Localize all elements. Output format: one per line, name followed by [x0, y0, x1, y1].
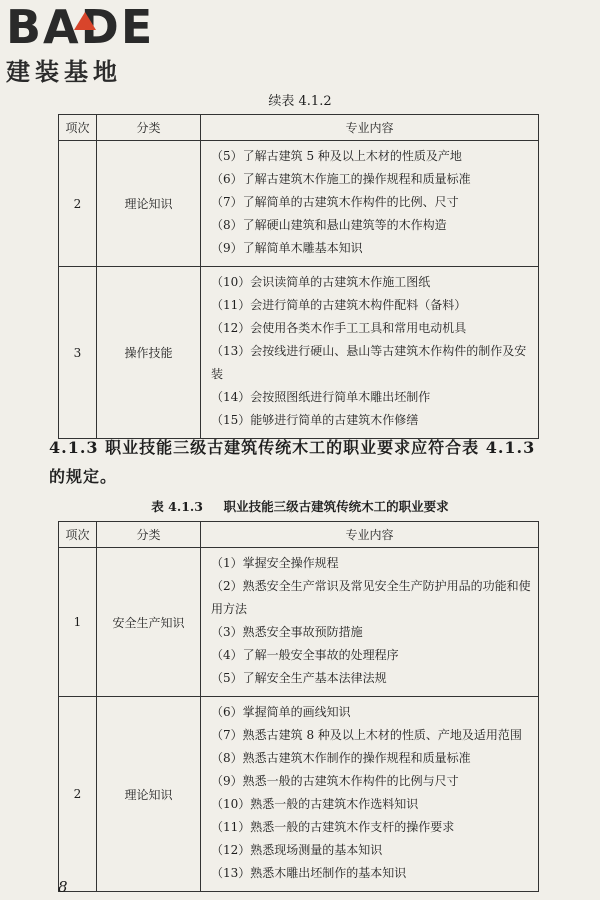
logo-subtitle: 建装基地 [6, 58, 122, 86]
table1-caption: 续表 4.1.2 [268, 94, 332, 109]
list-item: （12）熟悉现场测量的基本知识 [211, 843, 383, 857]
list-item: （10）熟悉一般的古建筑木作选料知识 [211, 797, 419, 811]
list-item: （4）了解一般安全事故的处理程序 [211, 648, 399, 662]
list-item: （8）了解硬山建筑和悬山建筑等的木作构造 [211, 218, 447, 232]
row-items [201, 141, 539, 267]
header-category: 分类 [97, 522, 201, 548]
logo-accent-icon [74, 12, 96, 30]
list-item: （6）掌握简单的画线知识 [211, 705, 351, 719]
list-item: （15）能够进行简单的古建筑木作修缮 [211, 413, 419, 427]
header-content: 专业内容 [201, 522, 539, 548]
table-row [59, 548, 539, 697]
list-item: （7）熟悉古建筑 8 种及以上木材的性质、产地及适用范围 [211, 728, 522, 742]
clause-4-1-3 [49, 433, 549, 491]
list-item: （3）熟悉安全事故预防措施 [211, 625, 363, 639]
list-item: （13）会按线进行硬山、悬山等古建筑木作构件的制作及安装 [211, 344, 527, 381]
row-items [201, 548, 539, 697]
list-item: （13）熟悉木雕出坯制作的基本知识 [211, 866, 407, 880]
list-item: （2）熟悉安全生产常识及常见安全生产防护用品的功能和使用方法 [211, 579, 531, 616]
header-content: 专业内容 [201, 115, 539, 141]
row-index: 1 [59, 548, 97, 697]
list-item: （7）了解简单的古建筑木作构件的比例、尺寸 [211, 195, 459, 209]
row-category: 理论知识 [97, 697, 201, 892]
table-row [59, 267, 539, 439]
header-category: 分类 [97, 115, 201, 141]
header-index: 项次 [59, 522, 97, 548]
list-item: （1）掌握安全操作规程 [211, 556, 339, 570]
list-item: （9）了解简单木雕基本知识 [211, 241, 363, 255]
list-item: （8）熟悉古建筑木作制作的操作规程和质量标准 [211, 751, 471, 765]
list-item: （5）了解古建筑 5 种及以上木材的性质及产地 [211, 149, 462, 163]
table2-caption-title: 职业技能三级古建筑传统木工的职业要求 [223, 499, 449, 514]
logo-brand: BADE [6, 0, 155, 54]
row-items [201, 267, 539, 439]
logo [6, 0, 176, 87]
table-header-row [59, 115, 539, 141]
row-index: 3 [59, 267, 97, 439]
table2-caption-number: 表 4.1.3 [151, 499, 203, 514]
table-4-1-2-continued [58, 114, 539, 439]
clause-number: 4.1.3 [49, 438, 99, 457]
list-item: （5）了解安全生产基本法律法规 [211, 671, 387, 685]
table-row [59, 141, 539, 267]
row-category: 理论知识 [97, 141, 201, 267]
table-row [59, 697, 539, 892]
list-item: （10）会识读简单的古建筑木作施工图纸 [211, 275, 431, 289]
table2-caption [0, 497, 600, 515]
list-item: （6）了解古建筑木作施工的操作规程和质量标准 [211, 172, 471, 186]
header-index: 项次 [59, 115, 97, 141]
list-item: （11）会进行简单的古建筑木构件配料（备料） [211, 298, 467, 312]
table-header-row [59, 522, 539, 548]
list-item: （11）熟悉一般的古建筑木作支杆的操作要求 [211, 820, 455, 834]
table-4-1-3 [58, 521, 539, 892]
row-index: 2 [59, 697, 97, 892]
row-category: 安全生产知识 [97, 548, 201, 697]
page-number: 8 [58, 878, 68, 896]
list-item: （9）熟悉一般的古建筑木作构件的比例与尺寸 [211, 774, 459, 788]
clause-text: 职业技能三级古建筑传统木工的职业要求应符合表 4.1.3 的规定。 [49, 438, 536, 486]
row-category: 操作技能 [97, 267, 201, 439]
list-item: （14）会按照图纸进行简单木雕出坯制作 [211, 390, 431, 404]
row-items [201, 697, 539, 892]
list-item: （12）会使用各类木作手工工具和常用电动机具 [211, 321, 467, 335]
row-index: 2 [59, 141, 97, 267]
